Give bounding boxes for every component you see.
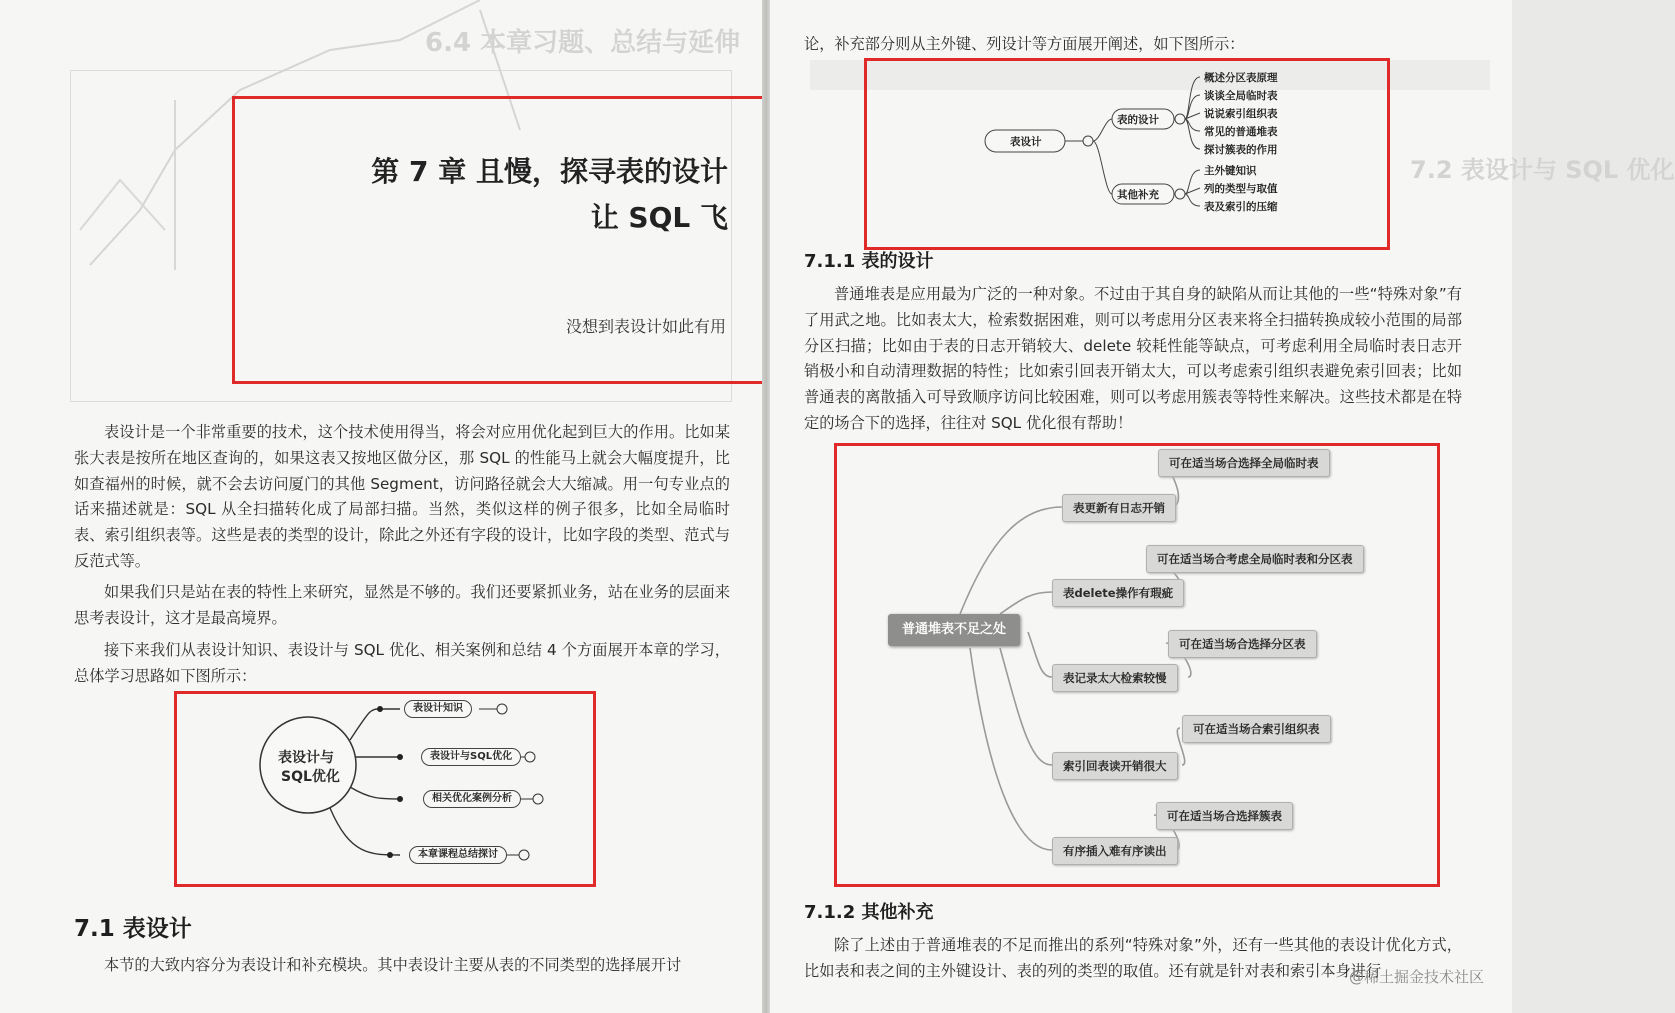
heap-problem-5: 有序插入难有序读出 — [1052, 837, 1178, 865]
mindmap-top-item: 谈谈全局临时表 — [1204, 90, 1278, 102]
left-page — [0, 0, 762, 1013]
mindmap-heap-root: 普通堆表不足之处 — [888, 614, 1020, 646]
heap-solution-5: 可在适当场合选择簇表 — [1156, 802, 1293, 830]
mindmap-top-item: 说说索引组织表 — [1204, 108, 1278, 120]
mindmap-top-branch-2: 其他补充 — [1117, 189, 1159, 201]
heap-problem-1: 表更新有日志开销 — [1062, 494, 1176, 522]
section-heading-7-1-1: 7.1.1 表的设计 — [804, 251, 934, 272]
book-gutter — [762, 0, 770, 1013]
mindmap-top-item: 主外键知识 — [1204, 165, 1257, 177]
heap-solution-4: 可在适当场合索引组织表 — [1182, 715, 1331, 743]
mindmap-branch-3: 相关优化案例分析 — [423, 790, 521, 808]
mindmap-branch-4: 本章课程总结探讨 — [409, 846, 507, 864]
mindmap-overview-lines — [0, 0, 762, 1013]
paragraph-4: 本节的大致内容分为表设计和补充模块。其中表设计主要从表的不同类型的选择展开讨 — [104, 956, 682, 974]
right-page — [770, 0, 1675, 1013]
heap-problem-4: 索引回表读开销很大 — [1052, 752, 1178, 780]
ghost-header: 6.4 本章习题、总结与延伸 — [425, 28, 741, 58]
right-paragraph-2: 除了上述由于普通堆表的不足而推出的系列“特殊对象”外，还有一些其他的表设计优化方式，比如表和表之间的主外键设计、表的列的类型的取值。还有就是针对表和索引本身进行 — [804, 936, 1462, 980]
chapter-title-line2: 让 SQL 飞 — [590, 201, 728, 234]
mindmap-top-item: 常见的普通堆表 — [1204, 126, 1278, 138]
epigraph: 没想到表设计如此有用 — [565, 317, 726, 336]
paragraph-2: 如果我们只是站在表的特性上来研究，显然是不够的。我们还要紧抓业务，站在业务的层面来思考表设计，这才是最高境界。 — [74, 583, 730, 627]
mindmap-top-item: 探讨簇表的作用 — [1204, 144, 1278, 156]
right-top-text: 论，补充部分则从主外键、列设计等方面展开阐述，如下图所示： — [804, 35, 1245, 53]
paragraph-3: 接下来我们从表设计知识、表设计与 SQL 优化、相关案例和总结 4 个方面展开本章的学习，总体学习思路如下图所示： — [74, 641, 730, 685]
watermark: @稀土掘金技术社区 — [1348, 968, 1484, 986]
mindmap-branch-1: 表设计知识 — [404, 700, 472, 718]
mindmap-top-item: 概述分区表原理 — [1204, 72, 1278, 84]
paragraph-1: 表设计是一个非常重要的技术，这个技术使用得当，将会对应用优化起到巨大的作用。比如某张大表是按所在地区查询的，如果这表又按地区做分区，那 SQL 的性能马上就会大幅度提升，比如查福州的时候，就不会去访问厦门的其他 Segment，访问路径就会大大缩减。用一句专业点的话来描述就是：SQL 从全扫描转化成了局部扫描。当然，类似这样的例子很多，比如全局临时表、索引组织表等。这些是表的类型的设计，除此之外还有字段的设计，比如字段的类型、范式与反范式等。 — [74, 423, 730, 570]
right-paragraph-1: 普通堆表是应用最为广泛的一种对象。不过由于其自身的缺陷从而让其他的一些“特殊对象”有了用武之地。比如表太大，检索数据困难，则可以考虑用分区表来将全扫描转换成较小范围的局部分区扫描；比如由于表的日志开销较大、delete 较耗性能等缺点，可考虑利用全局临时表日志开销极小和自动清理数据的特性；比如索引回表开销太大，可以考虑索引组织表避免索引回表；比如普通表的离散插入可导致顺序访问比较困难，则可以考虑用簇表等特性来解决。这些技术都是在特定的场合下的选择，往往对 SQL 优化很有帮助！ — [804, 285, 1462, 432]
mindmap-top-item: 列的类型与取值 — [1204, 183, 1278, 195]
ghost-heading: 7.2 表设计与 SQL 优化 — [1410, 156, 1675, 184]
heap-solution-3: 可在适当场合选择分区表 — [1168, 630, 1317, 658]
section-heading-7-1-2: 7.1.2 其他补充 — [804, 902, 934, 923]
mindmap-top-root: 表设计 — [1010, 136, 1042, 148]
mindmap-top-branch-1: 表的设计 — [1117, 114, 1159, 126]
section-heading-7-1: 7.1 表设计 — [74, 916, 192, 942]
chapter-title-line1: 第 7 章 且慢，探寻表的设计 — [371, 155, 728, 188]
heap-problem-3: 表记录太大检索较慢 — [1052, 664, 1178, 692]
mindmap-center-line2: SQL优化 — [281, 769, 340, 785]
mindmap-top-item: 表及索引的压缩 — [1204, 201, 1278, 213]
heap-solution-1: 可在适当场合选择全局临时表 — [1158, 449, 1330, 477]
heap-solution-2: 可在适当场合考虑全局临时表和分区表 — [1146, 545, 1364, 573]
mindmap-branch-2: 表设计与SQL优化 — [421, 748, 521, 766]
mindmap-center-line1: 表设计与 — [278, 750, 334, 766]
heap-problem-2: 表delete操作有瑕疵 — [1052, 579, 1184, 607]
